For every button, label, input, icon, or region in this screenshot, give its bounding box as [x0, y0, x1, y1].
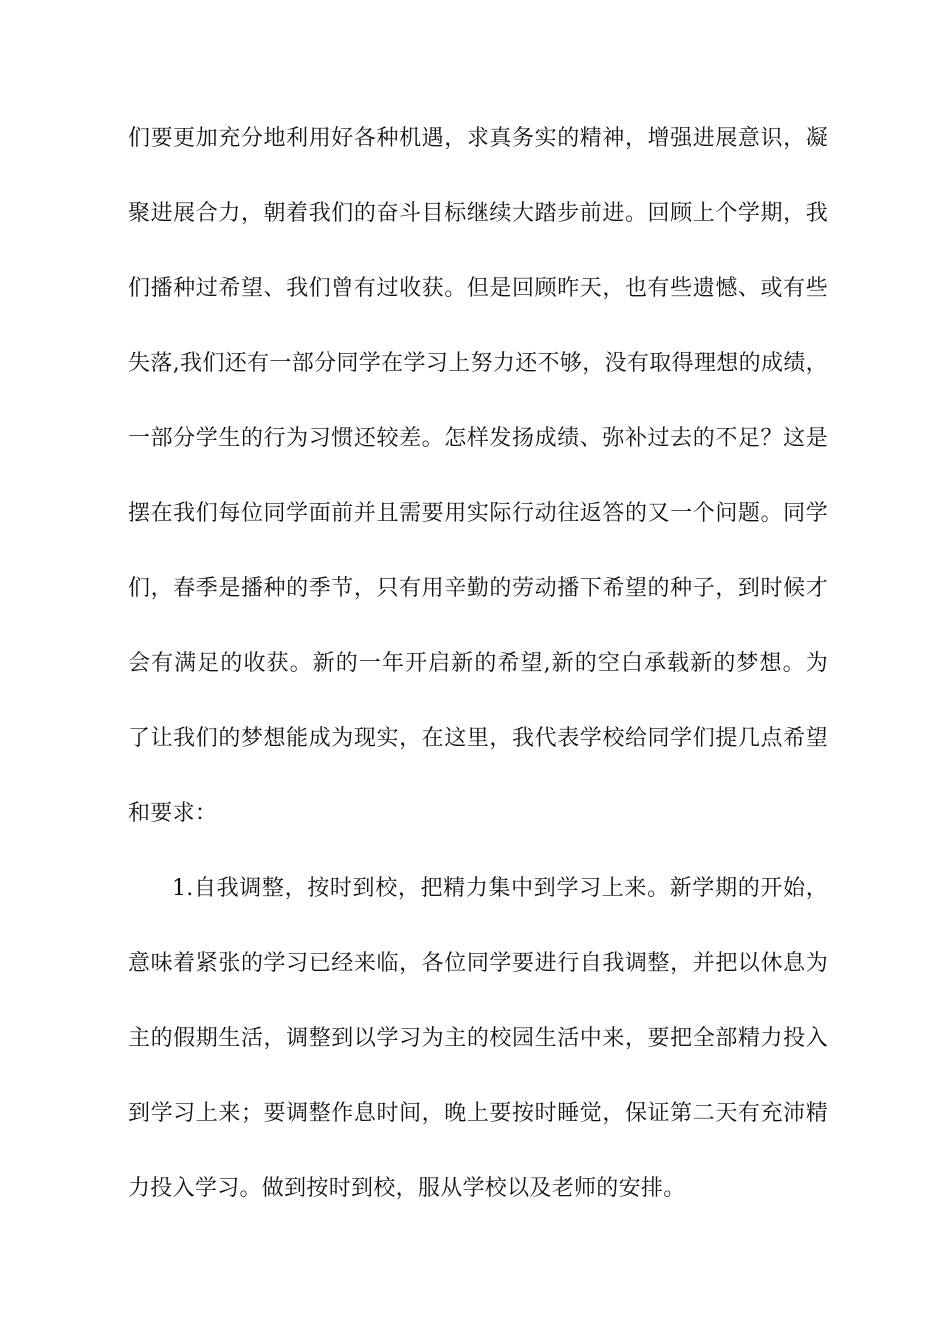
paragraph-line: 们播种过希望、我们曾有过收获。但是回顾昨天，也有些遗憾、或有些 [128, 276, 828, 301]
paragraph-line: 到学习上来；要调整作息时间，晚上要按时睡觉，保证第二天有充沛精 [128, 1101, 828, 1126]
paragraph-line: 摆在我们每位同学面前并且需要用实际行动往返答的又一个问题。同学 [128, 501, 828, 526]
paragraph-line: 失落,我们还有一部分同学在学习上努力还不够，没有取得理想的成绩， [128, 351, 828, 376]
paragraph-line: 和要求： [128, 801, 218, 826]
paragraph-line: 了让我们的梦想能成为现实，在这里，我代表学校给同学们提几点希望 [128, 726, 828, 751]
paragraph-line: 意味着紧张的学习已经来临，各位同学要进行自我调整，并把以休息为 [128, 951, 828, 976]
paragraph-line: 一部分学生的行为习惯还较差。怎样发扬成绩、弥补过去的不足？这是 [128, 426, 828, 451]
paragraph-line: 会有满足的收获。新的一年开启新的希望,新的空白承载新的梦想。为 [128, 651, 828, 676]
paragraph-line: 力投入学习。做到按时到校，服从学校以及老师的安排。 [128, 1176, 686, 1201]
paragraph-line: 们，春季是播种的季节，只有用辛勤的劳动播下希望的种子，到时候才 [128, 576, 828, 601]
paragraph-line: 1.自我调整，按时到校，把精力集中到学习上来。新学期的开始， [172, 876, 828, 901]
paragraph-line: 聚进展合力，朝着我们的奋斗目标继续大踏步前进。回顾上个学期，我 [128, 201, 828, 226]
paragraph-line: 们要更加充分地利用好各种机遇，求真务实的精神，增强进展意识，凝 [128, 126, 828, 151]
paragraph-line: 主的假期生活，调整到以学习为主的校园生活中来，要把全部精力投入 [128, 1026, 828, 1051]
